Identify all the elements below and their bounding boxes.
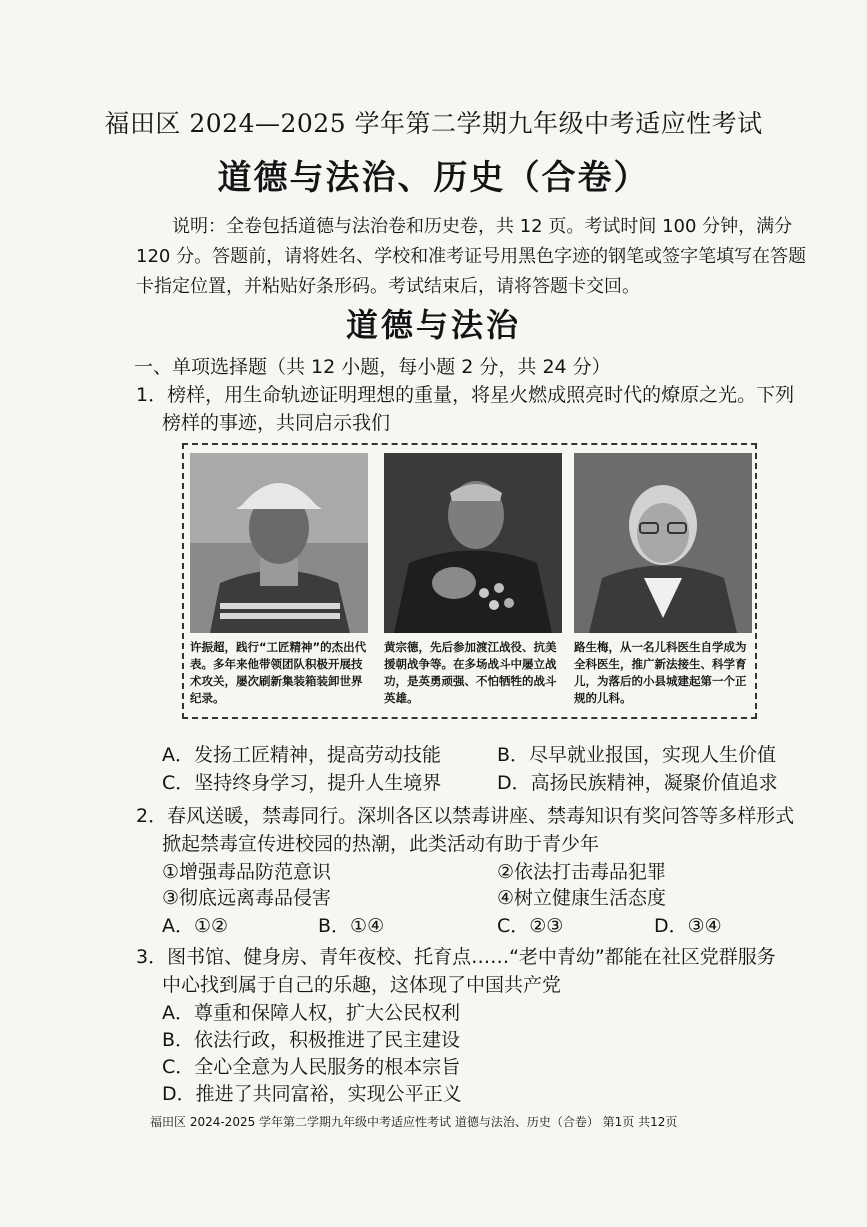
caption-huang-zongde: 黄宗德，先后参加渡江战役、抗美援朝战争等。在多场战斗中屡立战功，是英勇顽强、不怕牺牲的战斗英雄。 [384, 640, 557, 705]
q3-option-b: B．依法行政，积极推进了民主建设 [162, 1029, 461, 1051]
q1-stem-line1: 1．榜样，用生命轨迹证明理想的重量，将星火燃成照亮时代的燎原之光。下列 [136, 384, 795, 406]
instructions: 说明：全卷包括道德与法治卷和历史卷，共 12 页。考试时间 100 分钟，满分 120 分。答题前，请将姓名、学校和准考证号用黑色字迹的钢笔或签字笔填写在答题卡指定位置，并粘贴好条形码。考试结束后，请将答题卡交回。 [136, 216, 807, 297]
q2-stem-line1: 2．春风送暖，禁毒同行。深圳各区以禁毒讲座、禁毒知识有奖问答等多样形式 [136, 805, 795, 827]
part-heading: 一、单项选择题（共 12 小题，每小题 2 分，共 24 分） [134, 356, 611, 378]
q2-item-2: ②依法打击毒品犯罪 [497, 861, 667, 883]
q3-option-d: D．推进了共同富裕，实现公平正义 [162, 1083, 462, 1105]
q1-figure [182, 443, 757, 719]
q1-stem-line2: 榜样的事迹，共同启示我们 [162, 412, 391, 434]
q3-option-c: C．全心全意为人民服务的根本宗旨 [162, 1056, 461, 1078]
caption-xu-zhenchao: 许振超，践行“工匠精神”的杰出代表。多年来他带领团队积极开展技术攻关，屡次刷新集装箱装卸世界纪录。 [190, 640, 367, 705]
q3-option-a: A．尊重和保障人权，扩大公民权利 [162, 1002, 460, 1024]
q2-stem-line2: 掀起禁毒宣传进校园的热潮，此类活动有助于青少年 [162, 833, 600, 855]
caption-lu-shengmei: 路生梅，从一名儿科医生自学成为全科医生，推广新法接生、科学育儿，为落后的小县城建起第一个正规的儿科。 [574, 640, 747, 705]
q2-option-b: B．①④ [318, 915, 385, 937]
photo-lu-shengmei [574, 453, 752, 633]
section-title: 道德与法治 [345, 306, 521, 344]
q3-stem-line2: 中心找到属于自己的乐趣，这体现了中国共产党 [162, 974, 562, 996]
page-footer: 福田区 2024-2025 学年第二学期九年级中考适应性考试 道德与法治、历史（合卷） 第1页 共12页 [150, 1115, 678, 1129]
q2-option-d: D．③④ [654, 915, 722, 937]
q1-option-b: B．尽早就业报国，实现人生价值 [497, 744, 777, 766]
q1-option-d: D．高扬民族精神，凝聚价值追求 [497, 772, 778, 794]
exam-title: 福田区 2024—2025 学年第二学期九年级中考适应性考试 [104, 109, 763, 138]
q2-item-1: ①增强毒品防范意识 [162, 861, 332, 883]
q2-item-4: ④树立健康生活态度 [497, 887, 667, 909]
q1-option-a: A．发扬工匠精神，提高劳动技能 [162, 744, 441, 766]
photo-xu-zhenchao [190, 453, 368, 633]
q1-option-c: C．坚持终身学习，提升人生境界 [162, 772, 442, 794]
q2-option-a: A．①② [162, 915, 229, 937]
photo-huang-zongde [384, 453, 562, 633]
paper-title: 道德与法治、历史（合卷） [217, 158, 650, 198]
q2-item-3: ③彻底远离毒品侵害 [162, 887, 332, 909]
q3-stem-line1: 3．图书馆、健身房、青年夜校、托育点……“老中青幼”都能在社区党群服务 [136, 946, 776, 968]
q2-option-c: C．②③ [497, 915, 564, 937]
